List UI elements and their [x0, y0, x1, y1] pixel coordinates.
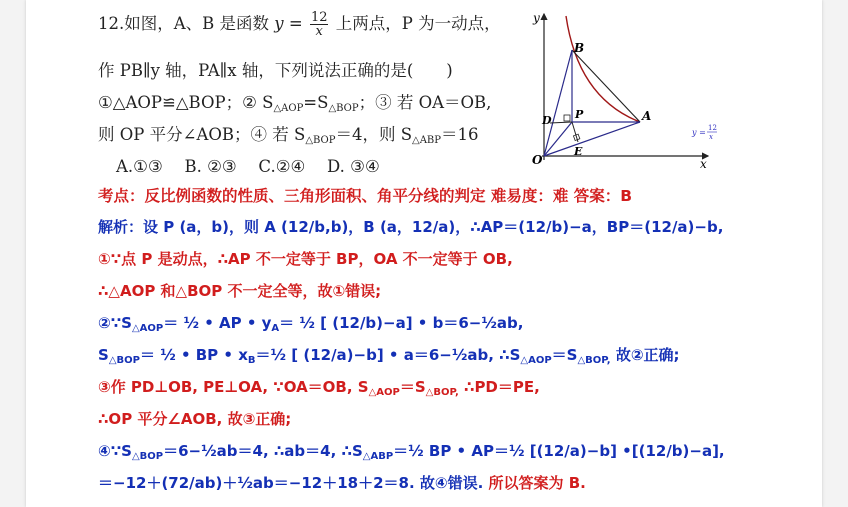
- right-angle-mark-D: [564, 115, 570, 121]
- step-3: [98, 376, 540, 397]
- problem-text: 上两点，P 为一动点，: [335, 14, 501, 33]
- text: 故②正确;: [610, 346, 680, 364]
- label-D: D: [542, 114, 552, 127]
- problem-text: 12.如图，A、B 是函数: [98, 14, 270, 33]
- text: =S: [303, 93, 329, 112]
- subscript: △ABP: [362, 451, 394, 462]
- label-y: y: [533, 11, 540, 25]
- jiexi-line: 解析：设 P (a，b)，则 A (12/b,b)，B (a，12/a)，∴AP＝(12/b)−a，BP＝(12/a)−b,: [98, 218, 724, 236]
- text: ∴PD＝PE,: [458, 378, 540, 396]
- subscript: △BOP: [131, 451, 164, 462]
- problem-line-1: [98, 10, 501, 38]
- label-x: x: [700, 157, 707, 168]
- label-A: A: [642, 109, 652, 123]
- subscript: △BOP: [108, 355, 140, 366]
- subscript: A: [271, 323, 280, 334]
- segment-OB: [544, 50, 572, 156]
- text: ＝ ½ • BP • x: [139, 346, 248, 364]
- text: ＝4，则 S: [335, 125, 413, 144]
- subscript: △BOP: [328, 103, 359, 114]
- problem-line-3: [98, 89, 491, 113]
- kaodian-line: [98, 184, 632, 206]
- step-2-cont: [98, 344, 680, 365]
- text: ；③ 若 OA＝OB,: [358, 93, 492, 112]
- text: ③作 PD⊥OB, PE⊥OA, ∵OA＝OB, S: [98, 378, 369, 396]
- curve-label: y =: [692, 128, 706, 137]
- text: ＝ ½ • AP • y: [163, 314, 272, 332]
- curve-label-denominator: x: [709, 133, 713, 141]
- label-O: O: [532, 153, 543, 167]
- text: ④∵S: [98, 442, 132, 460]
- text: ＝S: [551, 346, 578, 364]
- function-y: y =: [274, 14, 303, 33]
- text: ①△AOP≌△BOP；② S: [98, 93, 274, 112]
- label-B: B: [574, 41, 585, 55]
- text: ②∵S: [98, 314, 132, 332]
- text: ＝½ [ (12/a)−b] • a＝6−½ab, ∴S: [255, 346, 521, 364]
- text: ＝16: [441, 125, 479, 144]
- hyperbola-curve: [566, 16, 640, 122]
- problem-line-4: [98, 121, 479, 145]
- text: ＝S: [399, 378, 426, 396]
- fraction-denominator: x: [315, 24, 323, 39]
- subscript: △AOP: [273, 103, 304, 114]
- text: ＝6−½ab＝4, ∴ab＝4, ∴S: [163, 442, 363, 460]
- subscript: △BOP,: [577, 355, 611, 366]
- text: ＝ ½ [ (12/b)−a] • b＝6−½ab,: [279, 314, 524, 332]
- subscript: △BOP: [305, 135, 336, 146]
- subscript: △ABP: [412, 135, 442, 146]
- problem-line-2: 作 PB∥y 轴，PA∥x 轴，下列说法正确的是( ): [98, 61, 453, 80]
- step-3-conclusion: ∴OP 平分∠AOB, 故③正确;: [98, 410, 292, 428]
- function-graph: [520, 8, 730, 168]
- answer-options: A.①③ B. ②③ C.②④ D. ③④: [116, 157, 380, 176]
- text: ＝½ BP • AP＝½ [(12/a)−b] •[(12/b)−a],: [393, 442, 725, 460]
- step-2: [98, 312, 523, 333]
- subscript: B: [247, 355, 256, 366]
- fraction-12-over-x: [310, 11, 329, 38]
- subscript: △AOP: [368, 387, 400, 398]
- text: S: [98, 346, 109, 364]
- label-P: P: [575, 108, 584, 121]
- difficulty-label: 难易度：难 答案：B: [485, 187, 633, 205]
- label-E: E: [574, 145, 583, 158]
- final-answer: 所以答案为 B.: [483, 474, 586, 492]
- step-1-conclusion: ∴△AOP 和△BOP 不一定全等，故①错误;: [98, 282, 382, 300]
- text: 则 OP 平分∠AOB；④ 若 S: [98, 125, 306, 144]
- kaodian-label: 考点：反比例函数的性质、三角形面积、角平分线的判定: [98, 187, 486, 205]
- text: ＝−12＋(72/ab)＋½ab＝−12＋18＋2＝8. 故④错误.: [98, 474, 484, 492]
- step-4: [98, 440, 725, 461]
- subscript: △AOP: [131, 323, 164, 334]
- subscript: △BOP,: [425, 387, 459, 398]
- step-4-cont: [98, 472, 586, 493]
- fraction-numerator: 12: [310, 10, 328, 25]
- step-1: ①∵点 P 是动点，∴AP 不一定等于 BP，OA 不一定等于 OB,: [98, 250, 513, 268]
- subscript: △AOP: [520, 355, 552, 366]
- curve-label-numerator: 12: [708, 124, 717, 132]
